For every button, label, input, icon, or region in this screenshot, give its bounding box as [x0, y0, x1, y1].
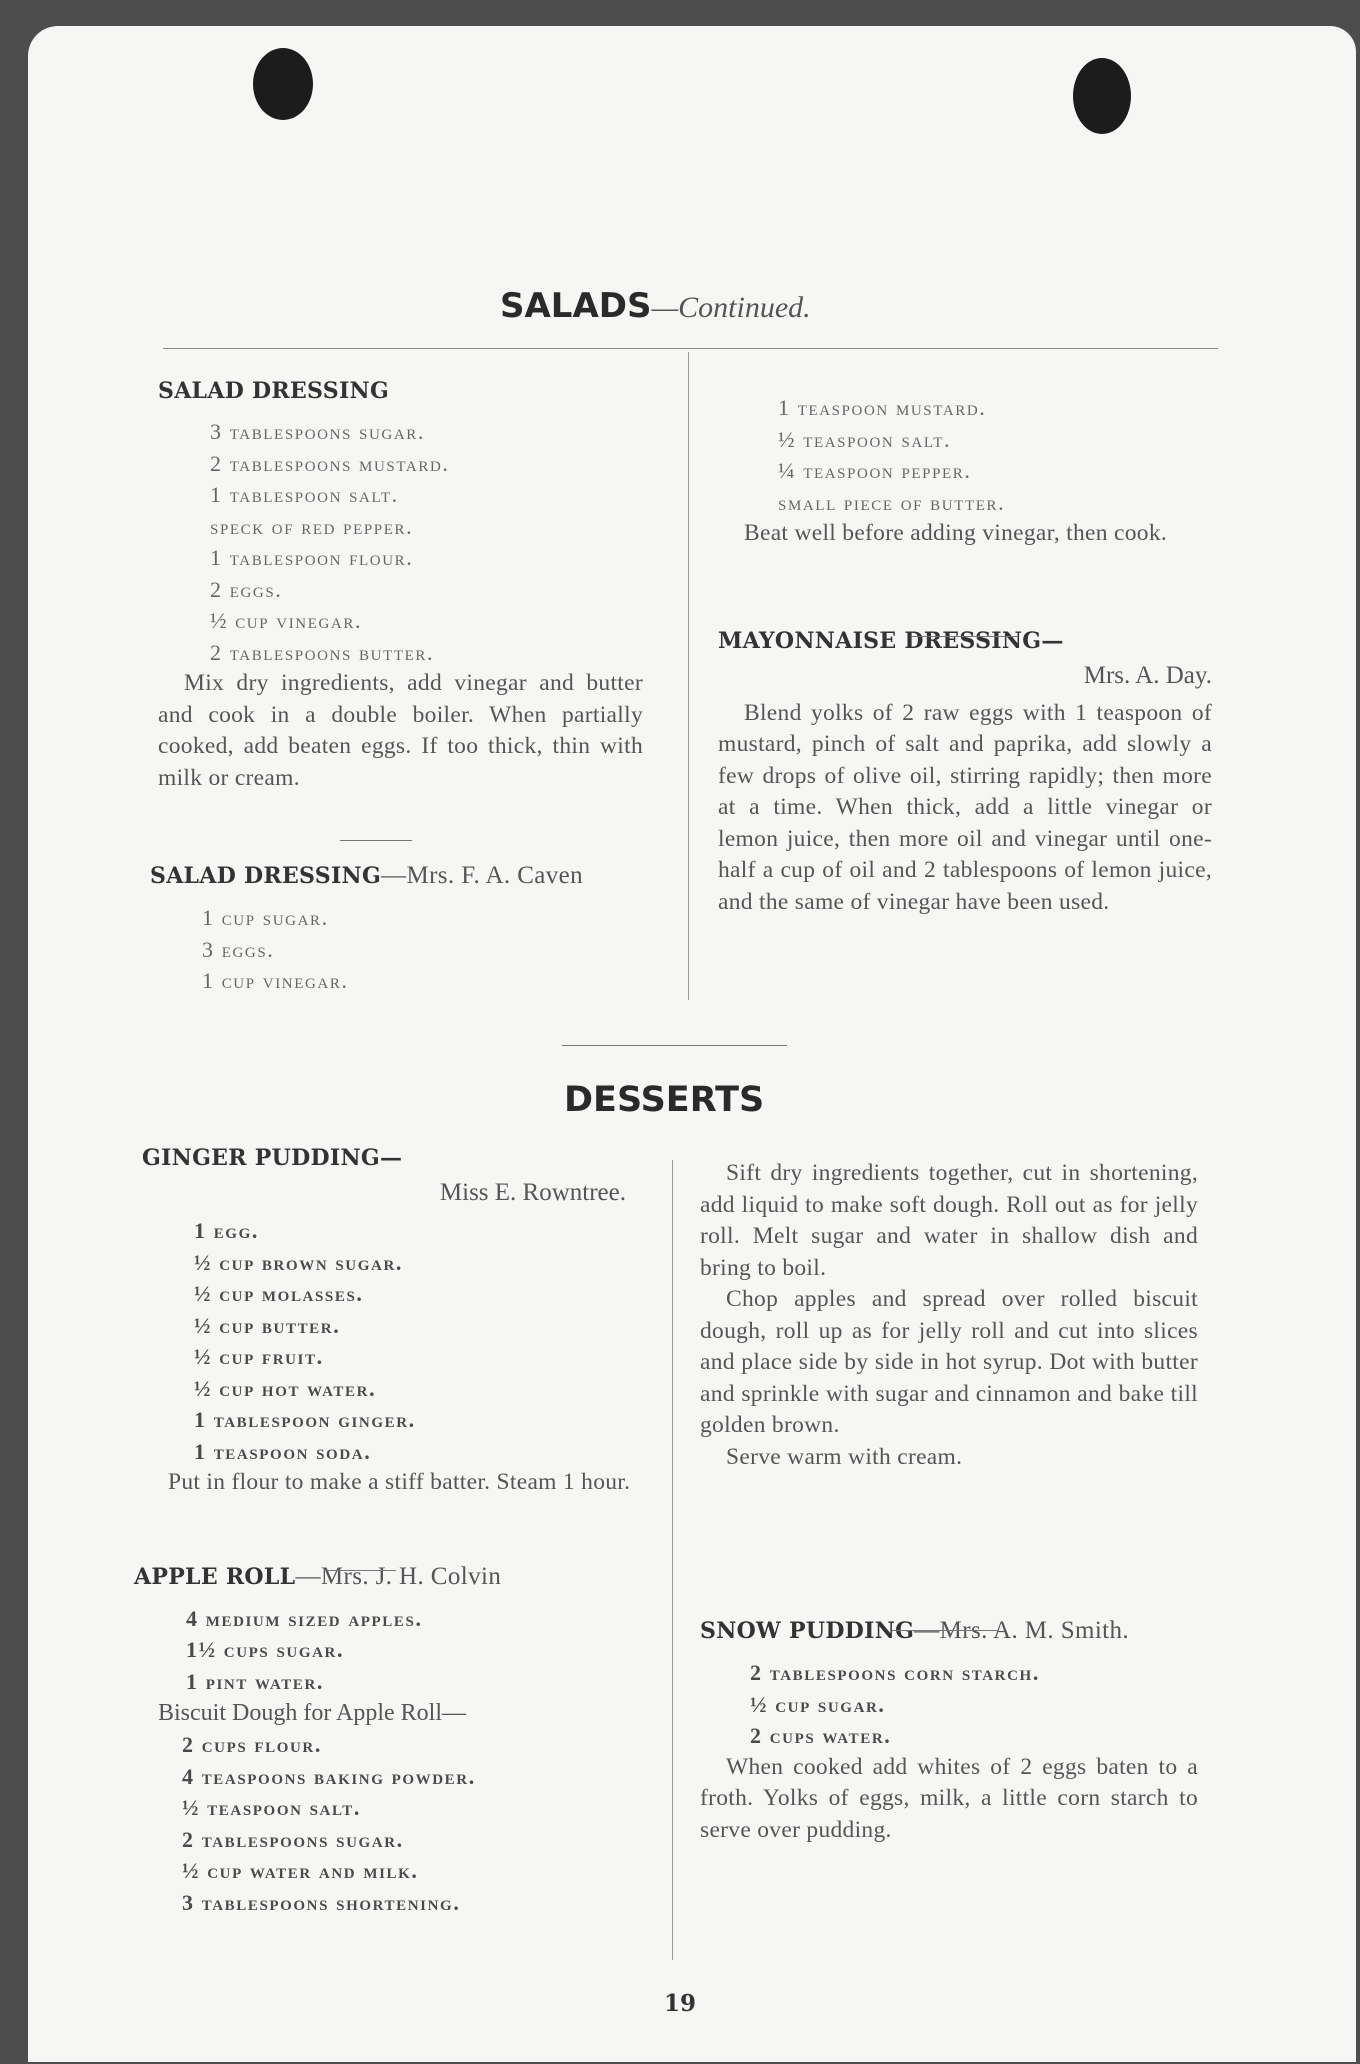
ingredient: 1 tablespoon salt.	[210, 482, 399, 507]
salads-column-divider	[688, 352, 689, 1000]
recipe-title-line	[150, 862, 643, 890]
recipe-byline: Miss E. Rowntree.	[439, 1179, 626, 1206]
directions: When cooked add whites of 2 eggs baten to a froth. Yolks of eggs, milk, a little corn starch to serve over pudding.	[700, 1753, 1198, 1843]
ingredient: ½ cup fruit.	[194, 1344, 324, 1369]
recipe-title: SALAD DRESSING	[150, 863, 382, 889]
ingredient: 4 teaspoons baking powder.	[182, 1763, 476, 1789]
recipe-salad-dressing-continued	[718, 392, 1212, 550]
ingredient: ½ cup butter.	[194, 1312, 341, 1338]
recipe-title: MAYONNAISE DRESSING—	[718, 627, 1064, 654]
ingredient: ½ cup water and milk.	[182, 1858, 419, 1883]
desserts-heading: DESSERTS	[564, 1080, 765, 1120]
recipe-salad-dressing	[158, 378, 643, 794]
recipe-title: SNOW PUDDING	[700, 1618, 915, 1644]
ingredient: 1 pint water.	[186, 1668, 325, 1694]
ingredient: 2 cups water.	[750, 1723, 892, 1748]
directions: Chop apples and spread over rolled biscuit dough, roll up as for jelly roll and cut into slices and place side by side in hot syrup. Dot with butter and sprinkle with sugar and cinnamon and bake till golden brown.	[700, 1286, 1198, 1438]
ingredient: ½ cup sugar.	[750, 1691, 886, 1717]
salads-left-column	[150, 378, 643, 997]
ingredient: 2 tablespoons mustard.	[210, 450, 450, 476]
ingredient: 3 eggs.	[202, 936, 275, 962]
desserts-column-divider	[672, 1160, 673, 1960]
recipe-separator	[892, 1630, 998, 1631]
directions: Mix dry ingredients, add vinegar and butter and cook in a double boiler. When partially cooked, add beaten eggs. If too thick, thin with milk or cream.	[158, 670, 643, 791]
desserts-left-column	[134, 1145, 632, 1918]
recipe-separator	[912, 636, 1018, 637]
directions: Put in flour to make a stiff batter. Steam 1 hour.	[168, 1469, 631, 1495]
recipe-title: SALAD DRESSING	[158, 378, 390, 404]
ingredient: ½ cup vinegar.	[210, 608, 363, 633]
ingredient: speck of red pepper.	[210, 513, 414, 539]
recipe-apple-roll	[134, 1562, 632, 1919]
ingredient: 1 teaspoon mustard.	[778, 395, 987, 420]
salads-heading-text: SALADS	[500, 286, 652, 326]
recipe-title-line	[700, 1617, 1198, 1645]
binder-hole-left	[253, 48, 313, 120]
ingredient: ¼ teaspoon pepper.	[778, 458, 972, 483]
ingredient: 1 cup sugar.	[202, 905, 329, 930]
ingredient: 1 teaspoon soda.	[194, 1438, 372, 1464]
recipe-separator	[340, 840, 412, 841]
recipe-ginger-pudding	[142, 1145, 632, 1499]
binder-hole-right	[1073, 58, 1131, 134]
recipe-mayonnaise-dressing	[718, 628, 1212, 919]
ingredient: ½ teaspoon salt.	[778, 426, 952, 452]
salads-right-column	[718, 392, 1212, 918]
ingredient-list-biscuit	[182, 1729, 632, 1918]
ingredient-list	[750, 1657, 1198, 1752]
ingredient: 4 medium sized apples.	[186, 1605, 423, 1631]
recipe-snow-pudding	[700, 1617, 1198, 1846]
ingredient: 2 tablespoons corn starch.	[750, 1660, 1040, 1685]
ingredient: ½ cup hot water.	[194, 1375, 377, 1401]
ingredient: ½ cup molasses.	[194, 1281, 364, 1306]
ingredient: 1 tablespoon ginger.	[194, 1407, 416, 1432]
ingredient: 1 tablespoon flour.	[210, 545, 414, 570]
directions: Blend yolks of 2 raw eggs with 1 teaspoon of mustard, pinch of salt and paprika, add slowly a few drops of olive oil, stirring rapidly; then more at a time. When thick, add a little vinegar or lemon juice, then more oil and vinegar until one-half a cup of oil and 2 tablespoons of lemon juice, and the same of vinegar have been used.	[718, 699, 1212, 915]
recipe-byline: —Mrs. A. M. Smith.	[914, 1617, 1130, 1644]
ingredient: 1 cup vinegar.	[202, 968, 349, 993]
ingredient: 3 tablespoons shortening.	[182, 1889, 461, 1915]
ingredient-list	[778, 392, 1212, 518]
ingredient: 2 tablespoons butter.	[210, 639, 435, 665]
ingredient: ½ cup brown sugar.	[194, 1249, 403, 1275]
salads-continued: —Continued.	[651, 291, 811, 324]
recipe-salad-dressing-caven	[150, 862, 643, 997]
page-number: 19	[663, 1990, 696, 2017]
salads-heading	[500, 286, 811, 326]
ingredient-list	[202, 902, 643, 997]
ingredient: 2 cups flour.	[182, 1732, 322, 1757]
ingredient: 2 tablespoons sugar.	[182, 1826, 404, 1852]
salads-rule	[163, 348, 1218, 349]
desserts-right-column	[700, 1158, 1198, 1846]
directions: Beat well before adding vinegar, then cook.	[744, 520, 1168, 546]
ingredient: 3 tablespoons sugar.	[210, 419, 425, 444]
recipe-byline: Mrs. A. Day.	[1083, 661, 1212, 689]
ingredient-list	[186, 1603, 632, 1698]
ingredient: 2 eggs.	[210, 576, 283, 602]
recipe-byline: —Mrs. F. A. Caven	[381, 862, 584, 889]
ingredient: ½ teaspoon salt.	[182, 1795, 361, 1820]
ingredient-list	[210, 416, 643, 668]
recipe-title: APPLE ROLL	[134, 1563, 296, 1590]
ingredient-list	[194, 1215, 632, 1467]
ingredient: 1 egg.	[194, 1218, 259, 1243]
recipe-apple-roll-directions	[700, 1158, 1198, 1473]
directions: Sift dry ingredients together, cut in shortening, add liquid to make soft dough. Roll out as for jelly roll. Melt sugar and water in shallow dish and bring to boil.	[700, 1160, 1198, 1281]
recipe-title: GINGER PUDDING—	[142, 1145, 403, 1171]
recipe-title-line	[134, 1563, 632, 1591]
biscuit-dough-subhead: Biscuit Dough for Apple Roll—	[158, 1700, 466, 1726]
directions: Serve warm with cream.	[726, 1443, 963, 1470]
ingredient: 1½ cups sugar.	[186, 1637, 345, 1662]
ingredient: small piece of butter.	[778, 489, 1006, 515]
section-separator	[562, 1045, 787, 1046]
recipe-byline: —Mrs. J. H. Colvin	[295, 1562, 502, 1590]
recipe-separator	[324, 1570, 396, 1571]
